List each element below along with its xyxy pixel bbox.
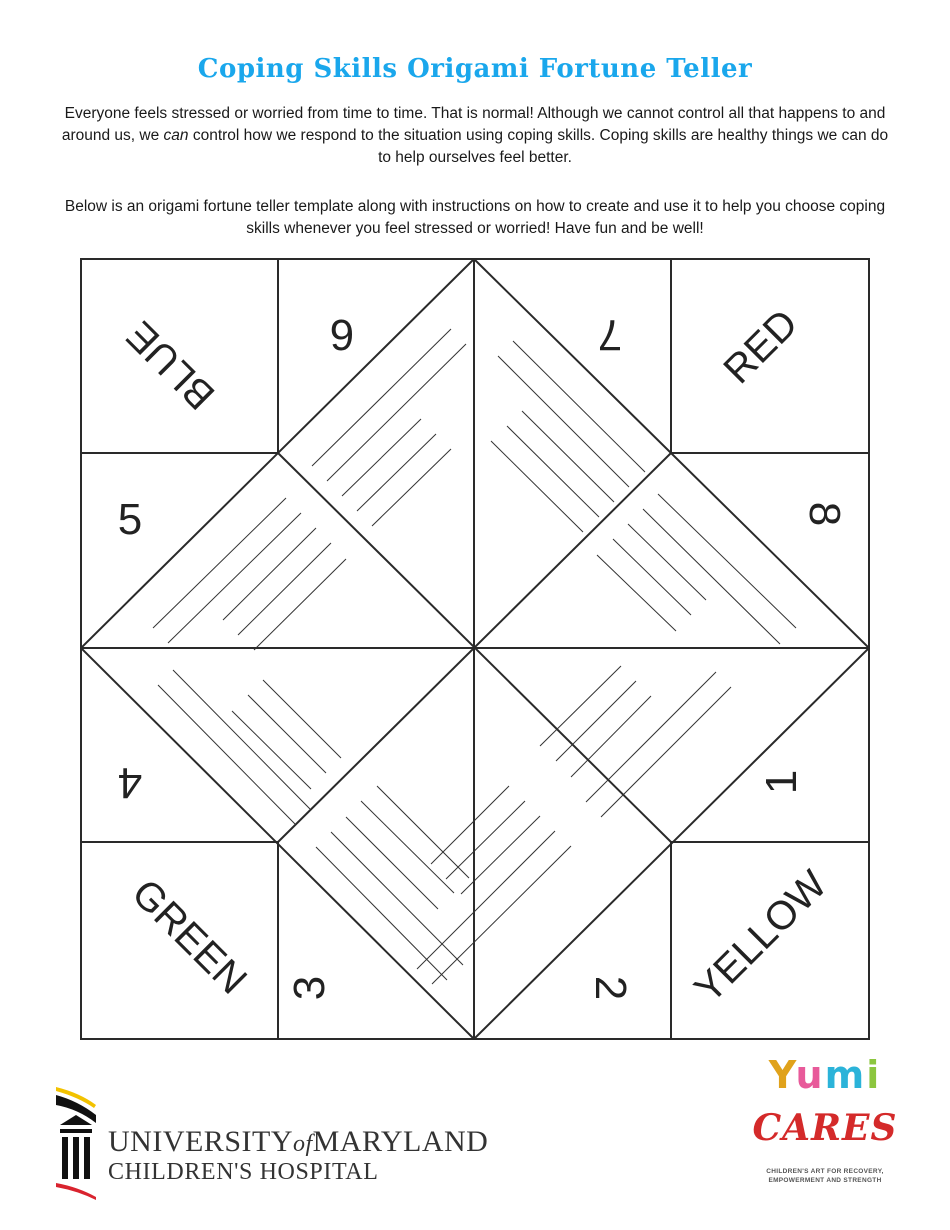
umd-name-line2: CHILDREN'S HOSPITAL — [108, 1159, 379, 1185]
intro-text: Everyone feels stressed or worried from time to time. That is normal! Although we cannot control all that happens to and around us, we — [61, 105, 886, 144]
color-label-yellow: YELLOW — [686, 862, 836, 1012]
color-label-red: RED — [715, 301, 807, 393]
number-label-7: 7 — [597, 310, 623, 359]
intro-emphasis: can — [163, 127, 189, 144]
yumi-cares-logo — [745, 1045, 905, 1195]
number-label-4: 4 — [117, 758, 143, 807]
yumi-wordmark: Yumi — [768, 1053, 882, 1097]
umd-name-line1: UNIVERSITYofMARYLAND — [108, 1125, 489, 1158]
number-label-1: 1 — [757, 769, 806, 795]
number-label-8: 8 — [800, 501, 849, 527]
intro-text: control how we respond to the situation using coping skills. Coping skills are healthy things we can do to help ourselves feel better. — [188, 127, 889, 166]
number-label-2: 2 — [586, 975, 635, 1001]
cares-wordmark: CARES — [752, 1107, 898, 1149]
color-label-blue: BLUE — [118, 312, 224, 418]
intro-paragraph-1 — [60, 103, 890, 169]
fortune-teller-diagram — [80, 258, 870, 1040]
fortune-teller-template — [80, 258, 870, 1040]
umd-column-icon — [52, 1085, 104, 1200]
number-label-3: 3 — [285, 975, 334, 1001]
number-label-6: 6 — [329, 310, 355, 359]
yumi-tagline: CHILDREN'S ART FOR RECOVERY, EMPOWERMENT AND STRENGTH — [766, 1168, 884, 1184]
umd-childrens-hospital-logo — [52, 1085, 489, 1200]
page-title: Coping Skills Origami Fortune Teller — [197, 54, 753, 84]
intro-paragraph-2: Below is an origami fortune teller template along with instructions on how to create and use it to help you choose coping skills whenever you feel stressed or worried! Have fun and be well! — [64, 198, 886, 237]
number-label-5: 5 — [117, 495, 143, 544]
color-label-green: GREEN — [123, 870, 256, 1003]
